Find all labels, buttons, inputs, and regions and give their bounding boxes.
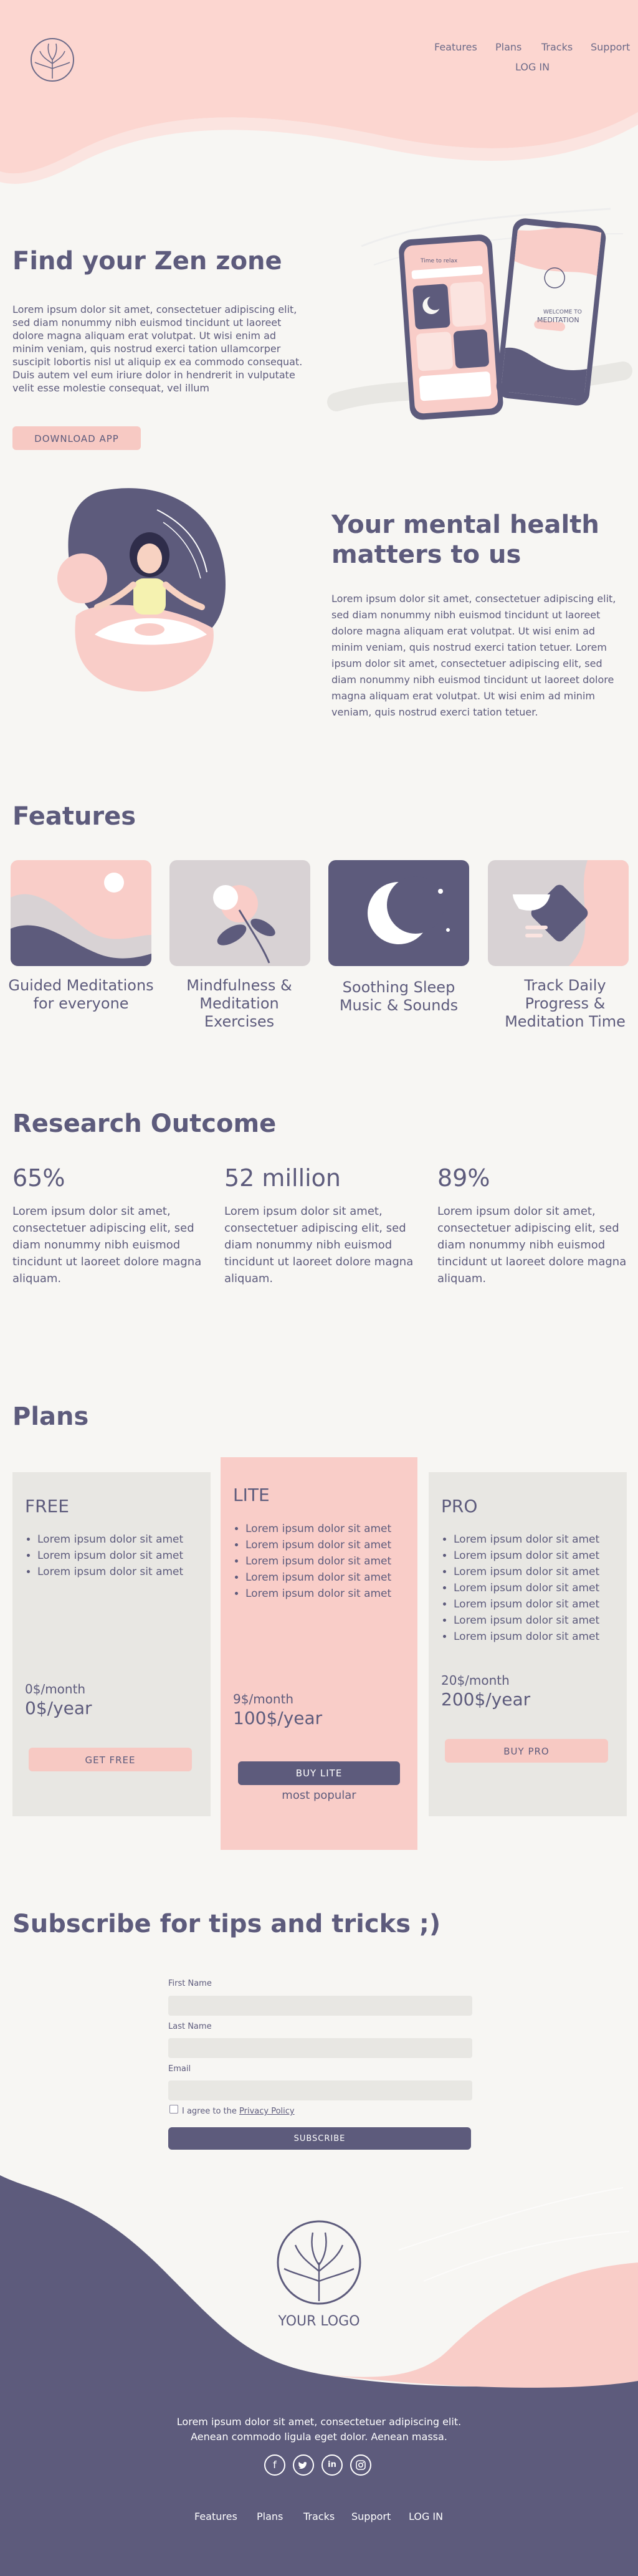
plan-name-pro: PRO [441,1496,478,1516]
privacy-policy-link[interactable]: Privacy Policy [239,2107,295,2116]
feature-card-progress [488,860,629,966]
mental-health-text: Lorem ipsum dolor sit amet, consectetuer adipiscing elit, sed diam nonummy nibh euismod tincidunt ut laoreet dolore magna aliquam erat volutpat. Ut wisi enim ad minim veniam, quis nostrud exerci tation tetuer. Lorem ipsum dolor sit amet, consectetuer adipiscing elit, sed diam nonummy nibh euismod tincidunt ut laoreet dolore magna aliquam erat volutpat. Ut wisi enim ad minim veniam, quis nostrud exerci tation tetuer. [331,593,616,718]
feature-title-guided: Guided Meditations for everyone [8,977,154,1012]
header-background [0,0,638,187]
plan-features-lite [233,1521,420,1602]
feature-title-progress: Track Daily Progress & Meditation Time [505,977,626,1030]
footer-logo-icon[interactable] [275,2219,363,2306]
email-input[interactable] [168,2080,472,2100]
most-popular-label: most popular [282,1789,356,1802]
footer-link-tracks[interactable]: Tracks [303,2511,335,2522]
linkedin-icon[interactable]: in [321,2454,343,2476]
phone2-title: MEDITATION [537,316,579,324]
feature-card-guided [11,860,151,966]
meditation-woman-illustration [57,485,244,697]
list-item: • Lorem ipsum dolor sit amet [454,1580,628,1596]
research-title: Research Outcome [12,1109,277,1138]
footer-line-2: Aenean commodo ligula eget dolor. Aenean massa. [191,2431,447,2443]
plan-features-free [25,1531,212,1580]
footer-logo-text: YOUR LOGO [278,2314,360,2329]
plan-monthly-lite: 9$/month [233,1692,294,1707]
footer-link-plans[interactable]: Plans [257,2511,283,2522]
stat-text-2: Lorem ipsum dolor sit amet, consectetuer adipiscing elit, sed diam nonummy nibh euismod tincidunt ut laoreet dolore magna aliquam. [224,1205,414,1285]
agree-prefix: I agree to the [182,2107,240,2116]
last-name-input[interactable] [168,2038,472,2058]
list-item: • Lorem ipsum dolor sit amet [454,1564,628,1580]
buy-lite-button[interactable]: BUY LITE [238,1761,400,1785]
footer-link-features[interactable]: Features [194,2511,237,2522]
list-item: • Lorem ipsum dolor sit amet [245,1569,420,1586]
list-item: • Lorem ipsum dolor sit amet [454,1629,628,1645]
twitter-icon[interactable] [293,2454,314,2476]
list-item: • Lorem ipsum dolor sit amet [37,1564,212,1580]
hero-text: Lorem ipsum dolor sit amet, consectetuer adipiscing elit, sed diam nonummy nibh euismod tincidunt ut laoreet dolore magna aliquam erat volutpat. Ut wisi enim ad minim veniam, quis nostrud exerci tation ullamcorper suscipit lobortis nisl ut aliquip ex ea commodo consequat. Duis autem vel eum iriure dolor in hendrerit in vulputate velit esse molestie consequat, vel illum [12,304,303,394]
list-item: • Lorem ipsum dolor sit amet [245,1521,420,1537]
list-item: • Lorem ipsum dolor sit amet [37,1531,212,1548]
stat-text-1: Lorem ipsum dolor sit amet, consectetuer adipiscing elit, sed diam nonummy nibh euismod tincidunt ut laoreet dolore magna aliquam. [12,1205,202,1285]
instagram-icon[interactable] [350,2454,371,2476]
privacy-checkbox[interactable] [169,2105,178,2114]
phone1-text: Time to relax [421,258,458,264]
feature-title-sleep: Soothing Sleep Music & Sounds [339,979,459,1014]
plan-monthly-free: 0$/month [25,1682,86,1697]
nav-tracks[interactable]: Tracks [541,41,573,53]
phone2-welcome: WELCOME TO [543,309,582,315]
stat-value-3: 89% [437,1164,490,1192]
feature-title-mindfulness: Mindfulness & Meditation Exercises [186,977,292,1030]
subscribe-title: Subscribe for tips and tricks ;) [12,1910,441,1938]
subscribe-button[interactable]: SUBSCRIBE [168,2127,471,2150]
phones-illustration [324,196,636,439]
list-item: • Lorem ipsum dolor sit amet [245,1537,420,1553]
plan-yearly-lite: 100$/year [233,1708,323,1728]
plan-card-free [12,1472,211,1816]
list-item: • Lorem ipsum dolor sit amet [37,1548,212,1564]
plan-features-pro [441,1531,628,1645]
stat-value-1: 65% [12,1164,65,1192]
footer-link-support[interactable]: Support [351,2511,391,2522]
privacy-agree-text [182,2107,295,2116]
list-item: • Lorem ipsum dolor sit amet [245,1553,420,1569]
nav-support[interactable]: Support [591,41,631,53]
footer-line-1: Lorem ipsum dolor sit amet, consectetuer adipiscing elit. [176,2416,462,2428]
list-item: • Lorem ipsum dolor sit amet [454,1531,628,1548]
stat-text-3: Lorem ipsum dolor sit amet, consectetuer adipiscing elit, sed diam nonummy nibh euismod tincidunt ut laoreet dolore magna aliquam. [437,1205,627,1285]
plans-title: Plans [12,1402,89,1431]
plan-name-lite: LITE [233,1485,270,1505]
stat-value-2: 52 million [224,1164,341,1192]
buy-pro-button[interactable]: BUY PRO [445,1739,608,1763]
list-item: • Lorem ipsum dolor sit amet [454,1548,628,1564]
list-item: • Lorem ipsum dolor sit amet [245,1586,420,1602]
nav-login[interactable]: LOG IN [515,61,550,73]
plan-monthly-pro: 20$/month [441,1673,510,1688]
moon-icon [328,860,469,966]
download-app-button[interactable]: DOWNLOAD APP [12,426,141,450]
logo-icon[interactable] [27,35,77,85]
nav-features[interactable]: Features [434,41,477,53]
plan-card-pro [429,1472,627,1816]
list-item: • Lorem ipsum dolor sit amet [454,1612,628,1629]
first-name-label: First Name [168,1979,212,1988]
facebook-icon[interactable]: f [264,2454,285,2476]
progress-icon [488,860,629,966]
feature-card-mindfulness [169,860,310,966]
flower-icon [169,860,310,966]
mountains-icon [11,860,151,966]
get-free-button[interactable]: GET FREE [29,1748,192,1771]
plan-card-lite [221,1457,417,1850]
footer-link-login[interactable]: LOG IN [409,2511,444,2522]
mental-health-title: Your mental health matters to us [331,510,599,569]
list-item: • Lorem ipsum dolor sit amet [454,1596,628,1612]
plan-yearly-free: 0$/year [25,1698,92,1718]
hero-title: Find your Zen zone [12,247,282,275]
feature-card-sleep [328,860,469,966]
nav-plans[interactable]: Plans [495,41,522,53]
first-name-input[interactable] [168,1996,472,2016]
features-title: Features [12,802,136,831]
last-name-label: Last Name [168,2022,212,2031]
plan-yearly-pro: 200$/year [441,1689,531,1710]
email-label: Email [168,2064,191,2074]
footer-text [0,2415,638,2444]
plan-name-free: FREE [25,1496,69,1516]
